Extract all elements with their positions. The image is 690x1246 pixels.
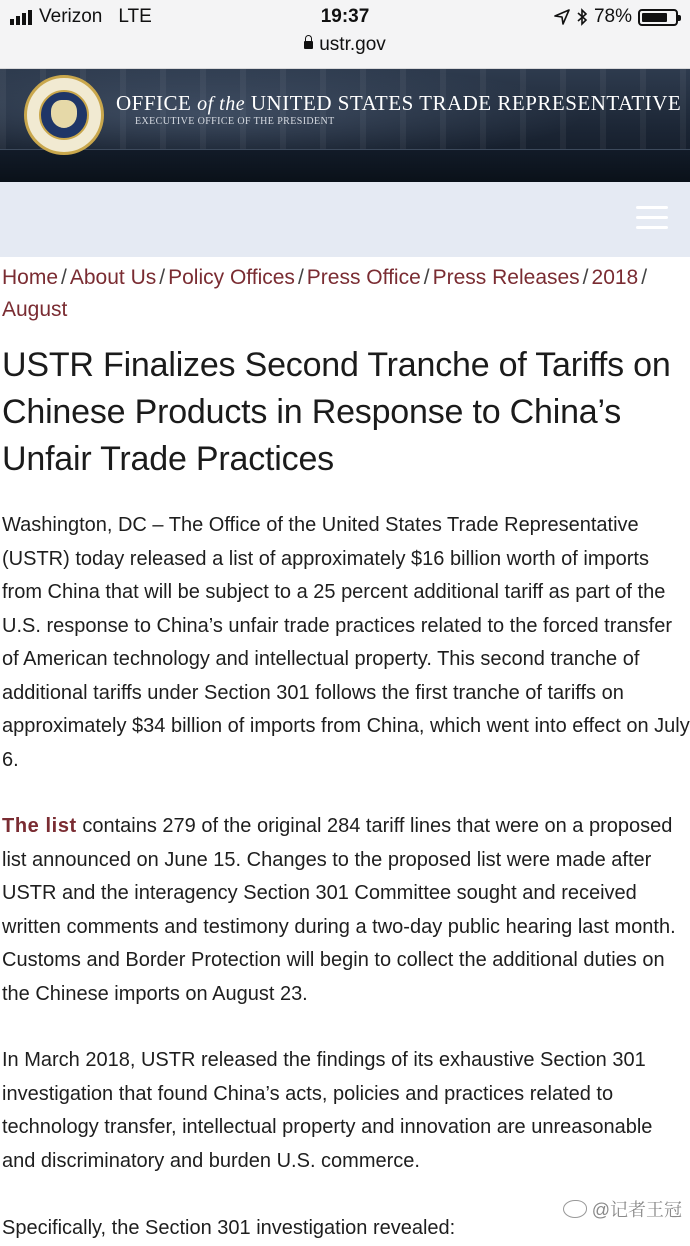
nav-band: [0, 182, 690, 257]
status-bar: [0, 0, 690, 69]
seal-center: [39, 90, 89, 140]
breadcrumb-separator: /: [159, 266, 166, 289]
article-title: USTR Finalizes Second Tranche of Tariffs on Chinese Products in Response to China’s Unfair Trade Practices: [2, 346, 671, 478]
office-title[interactable]: [116, 91, 681, 116]
breadcrumb-separator: /: [582, 266, 589, 289]
location-arrow-icon: [554, 9, 570, 25]
battery-icon: [638, 9, 678, 26]
hamburger-icon[interactable]: [636, 206, 668, 230]
lock-icon: [304, 41, 313, 49]
breadcrumb: [0, 262, 690, 326]
office-title-name: UNITED STATES TRADE REPRESENTATIVE: [250, 91, 682, 115]
address-bar[interactable]: [0, 34, 690, 56]
breadcrumb-press-office[interactable]: Press Office: [306, 266, 421, 289]
main-content: [0, 262, 690, 1246]
the-list-link[interactable]: The list: [2, 815, 77, 837]
breadcrumb-press-releases[interactable]: Press Releases: [432, 266, 580, 289]
weibo-icon: [563, 1200, 587, 1218]
network-type: LTE: [118, 6, 152, 27]
breadcrumb-home[interactable]: Home: [2, 266, 59, 289]
status-right: [554, 6, 678, 28]
article-paragraph-4: Specifically, the Section 301 investigation revealed:: [2, 1217, 456, 1239]
url-text: ustr.gov: [319, 34, 386, 55]
article-paragraph-2: [2, 810, 690, 1011]
carrier-name: Verizon: [39, 6, 103, 27]
article-paragraph-1: Washington, DC – The Office of the United States Trade Representative (USTR) today released a list of approximately $16 billion worth of imports from China that will be subject to a 25 percent additional tariff as part of the U.S. response to China’s unfair trade practices related to the forced transfer of American technology and intellectual property. This second tranche of additional tariffs under Section 301 follows the first tranche of tariffs on approximately $34 billion of imports from China, which went into effect on July 6.: [2, 514, 690, 771]
battery-fill: [642, 13, 667, 22]
article-paragraph-3: In March 2018, USTR released the findings of its exhaustive Section 301 investigation that found China’s acts, policies and practices related to technology transfer, intellectual property and innovation are unreasonable and discriminatory and burden U.S. commerce.: [2, 1049, 653, 1172]
clock: 19:37: [320, 6, 370, 27]
breadcrumb-separator: /: [423, 266, 430, 289]
breadcrumb-separator: /: [641, 266, 648, 289]
office-subtitle: EXECUTIVE OFFICE OF THE PRESIDENT: [135, 116, 335, 127]
breadcrumb-separator: /: [61, 266, 67, 289]
office-title-of-the: of the: [197, 93, 246, 115]
site-banner[interactable]: [0, 69, 690, 182]
watermark: [563, 1196, 682, 1222]
battery-percent: 78%: [593, 6, 632, 27]
breadcrumb-separator: /: [297, 266, 304, 289]
eagle-icon: [51, 100, 77, 128]
bluetooth-icon: [576, 8, 588, 26]
office-title-office: OFFICE: [116, 91, 192, 115]
watermark-text: @记者王冠: [591, 1200, 682, 1220]
breadcrumb-august[interactable]: August: [2, 298, 68, 321]
breadcrumb-policy-offices[interactable]: Policy Offices: [168, 266, 295, 289]
presidential-seal-logo[interactable]: [24, 75, 104, 155]
banner-lower-band: [0, 149, 690, 182]
breadcrumb-about-us[interactable]: About Us: [69, 266, 157, 289]
paragraph-2-text: contains 279 of the original 284 tariff lines that were on a proposed list announced on June 15. Changes to the proposed list were made after USTR and the interagency Section 301 Committee sought and received written comments and testimony during a two-day public hearing last month. Customs and Border Protection will begin to collect the additional duties on the Chinese imports on August 23.: [2, 815, 676, 1005]
breadcrumb-2018[interactable]: 2018: [591, 266, 639, 289]
